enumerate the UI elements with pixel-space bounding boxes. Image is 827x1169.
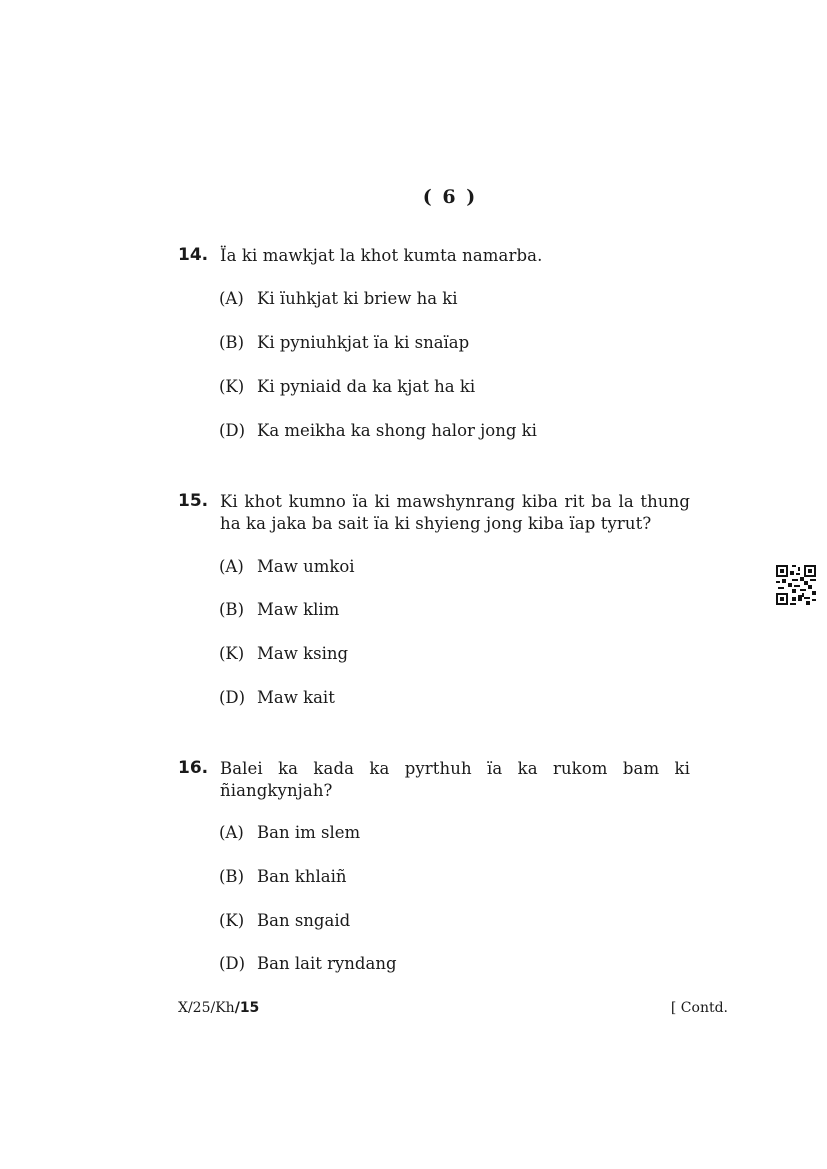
contd-label: [ Contd. [670,1000,728,1016]
option-label: (A) [219,823,244,842]
option-label: (K) [219,911,245,930]
option-d [219,421,537,440]
question-number: 16. [178,758,209,778]
option-text: Ban sngaid [257,911,351,930]
option-label: (B) [219,867,244,886]
option-label: (A) [219,557,244,576]
option-text: Ki pyniuhkjat ïa ki snaïap [257,333,470,352]
option-a [219,289,458,308]
question-15 [178,491,690,535]
option-k [219,911,350,930]
question-text: Ki khot kumno ïa ki mawshynrang kiba rit ba la thung ha ka jaka ba sait ïa ki shyieng jong kiba ïap tyrut? [220,492,690,533]
option-text: Ban lait ryndang [257,954,397,973]
option-label: (B) [219,600,244,619]
option-label: (D) [219,421,246,440]
option-text: Maw ksing [257,644,349,663]
option-text: Ki pyniaid da ka kjat ha ki [257,377,476,396]
option-label: (K) [219,377,245,396]
option-text: Ki ïuhkjat ki briew ha ki [257,289,458,308]
option-b [219,600,339,619]
question-number: 14. [178,245,209,265]
option-d [219,688,335,707]
page-number: ( 6 ) [422,186,478,208]
option-label: (D) [219,688,246,707]
option-b [219,867,346,886]
qr-code-icon [776,565,816,605]
option-text: Ka meikha ka shong halor jong ki [257,421,537,440]
option-k [219,377,475,396]
option-text: Ban khlaiñ [257,867,347,886]
question-number: 15. [178,491,209,511]
question-14 [178,245,690,267]
option-label: (D) [219,954,246,973]
question-text: Ïa ki mawkjat la khot kumta namarba. [220,246,543,265]
option-label: (B) [219,333,244,352]
option-text: Maw umkoi [257,557,355,576]
question-text: Balei ka kada ka pyrthuh ïa ka rukom bam ki ñiangkynjah? [220,759,690,800]
option-text: Maw kait [257,688,335,707]
option-text: Maw klim [257,600,340,619]
paper-code-prefix: X/25/Kh [178,1000,235,1016]
paper-code-suffix: /15 [234,1000,260,1016]
option-label: (A) [219,289,244,308]
question-16 [178,758,690,802]
option-b [219,333,469,352]
option-d [219,954,397,973]
option-label: (K) [219,644,245,663]
paper-code [178,1000,259,1016]
option-a [219,823,360,842]
option-a [219,557,355,576]
option-text: Ban im slem [257,823,361,842]
option-k [219,644,348,663]
